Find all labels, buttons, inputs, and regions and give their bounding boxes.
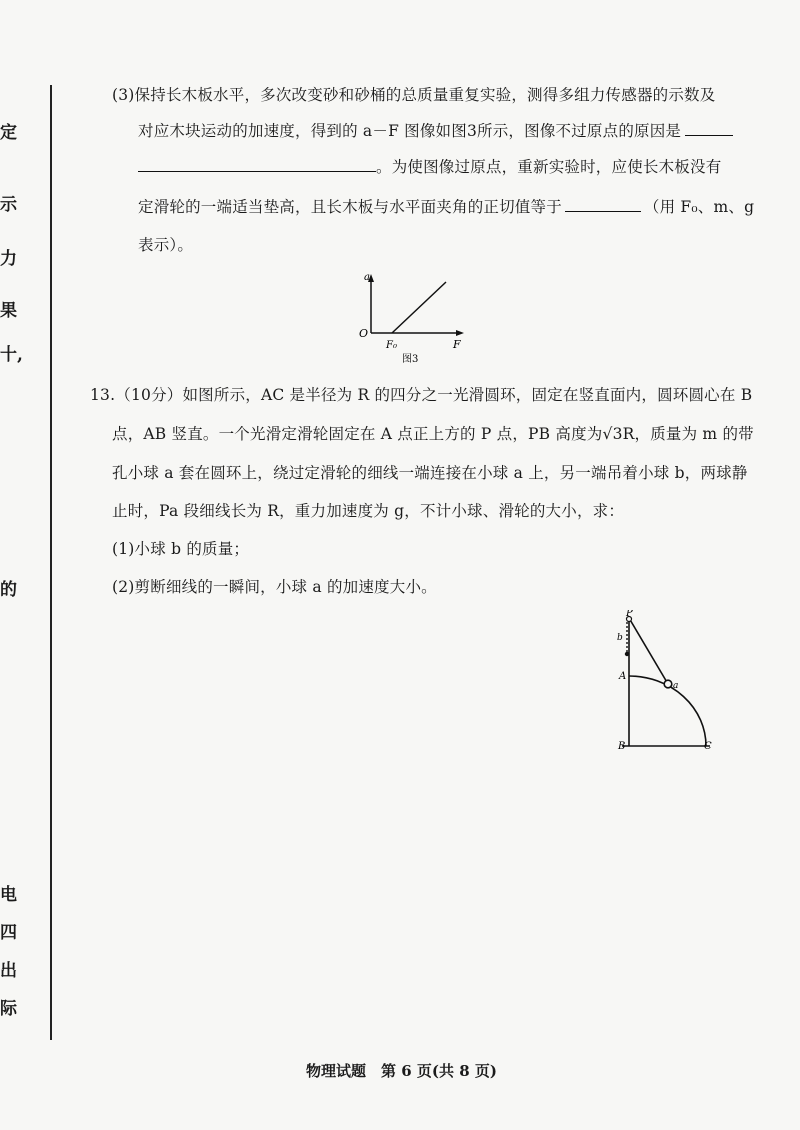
part3-line5: 表示）。: [138, 236, 194, 254]
thread-pa: [629, 618, 668, 684]
margin-char: 力: [0, 249, 17, 269]
intercept-label: F₀: [386, 340, 397, 351]
q13-line1: 13.（10分）如图所示，AC 是半径为 R 的四分之一光滑圆环，固定在竖直面内，圆环圆心在 B: [90, 386, 753, 404]
part3-line4-hint: （用 F₀、m、g: [643, 198, 755, 216]
part3-line2-text: 对应木块运动的加速度，得到的 a－F 图像如图3所示，图像不过原点的原因是: [138, 122, 682, 140]
margin-char: 十,: [0, 345, 23, 365]
figure-caption: 图3: [402, 354, 419, 365]
margin-char: 示: [0, 195, 17, 215]
label-b-point: B: [618, 741, 626, 752]
ball-a: [664, 680, 672, 688]
margin-char: 四: [0, 923, 17, 943]
label-b: b: [617, 633, 623, 643]
answer-blank-reason-part1[interactable]: [685, 121, 733, 136]
margin-char: 电: [0, 885, 17, 905]
part3-line2: [138, 120, 733, 142]
answer-blank-tan[interactable]: [565, 197, 641, 212]
label-p: P: [626, 610, 633, 619]
margin-char: 出: [0, 961, 17, 981]
figure-3-graph: [350, 268, 470, 368]
origin-label: O: [359, 327, 369, 340]
part3-line4-text: 定滑轮的一端适当垫高，且长木板与水平面夹角的正切值等于: [138, 198, 562, 216]
label-c-point: C: [704, 741, 712, 752]
margin-char: 果: [0, 301, 17, 321]
graph-line: [392, 282, 446, 333]
q13-line3: 孔小球 a 套在圆环上，绕过定滑轮的细线一端连接在小球 a 上，另一端吊着小球 b，两球静: [112, 464, 748, 482]
q13-sub2: (2)剪断细线的一瞬间，小球 a 的加速度大小。: [112, 578, 437, 596]
figure-13-diagram: [610, 610, 720, 755]
part3-line3-text: 。为使图像过原点，重新实验时，应使长木板没有: [376, 158, 722, 176]
answer-blank-reason-part2[interactable]: [138, 157, 376, 172]
q13-line2: 点，AB 竖直。一个光滑定滑轮固定在 A 点正上方的 P 点，PB 高度为√3R，质量为 m 的带: [112, 425, 754, 443]
part3-line1: (3)保持长木板水平，多次改变砂和砂桶的总质量重复实验，测得多组力传感器的示数及: [112, 86, 716, 104]
margin-char: 的: [0, 580, 17, 600]
margin-char: 际: [0, 999, 17, 1019]
x-axis-arrow: [456, 330, 464, 336]
ball-b: [625, 652, 629, 656]
part3-line3: [138, 156, 721, 178]
margin-rule: [50, 85, 52, 1040]
label-ball-a: a: [673, 681, 679, 691]
margin-char: 定: [0, 123, 17, 143]
q13-line4: 止时，Pa 段细线长为 R，重力加速度为 g，不计小球、滑轮的大小，求：: [112, 502, 625, 520]
page-footer: 物理试题 第 6 页(共 8 页): [306, 1062, 497, 1080]
x-axis-label: F: [453, 338, 461, 351]
q13-sub1: (1)小球 b 的质量；: [112, 540, 250, 558]
y-axis-label: a: [364, 272, 370, 283]
part3-line4: [138, 196, 754, 218]
label-a-point: A: [619, 671, 627, 682]
